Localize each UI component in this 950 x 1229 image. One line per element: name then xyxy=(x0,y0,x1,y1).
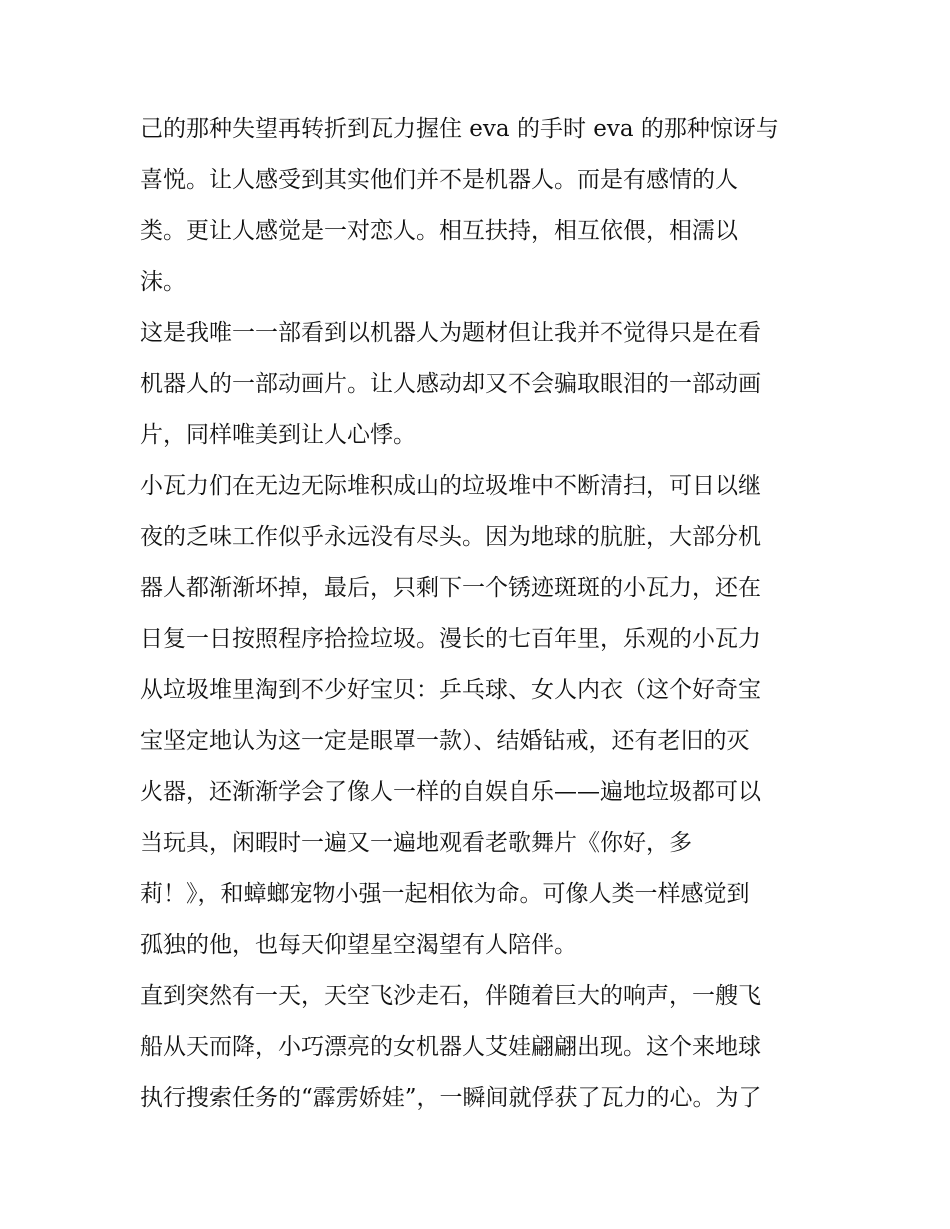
text-line: 片，同样唯美到让人心悸。 xyxy=(140,422,416,448)
text-line: 喜悦。让人感受到其实他们并不是机器人。而是有感情的人 xyxy=(140,167,738,193)
document-body xyxy=(140,104,820,1124)
text-line: 孤独的他，也每天仰望星空渴望有人陪伴。 xyxy=(140,932,577,958)
text-line: 直到突然有一天，天空飞沙走石，伴随着巨大的响声，一艘飞 xyxy=(140,983,761,1009)
text-line: 沫。 xyxy=(140,269,186,295)
text-line: 当玩具，闲暇时一遍又一遍地观看老歌舞片《你好，多 xyxy=(140,830,692,856)
text-line: 日复一日按照程序拾捡垃圾。漫长的七百年里，乐观的小瓦力 xyxy=(140,626,761,652)
text-line: 执行搜索任务的“霹雳娇娃”，一瞬间就俘获了瓦力的心。为了 xyxy=(140,1085,762,1111)
text-line: 从垃圾堆里淘到不少好宝贝：乒乓球、女人内衣（这个好奇宝 xyxy=(140,677,761,703)
text-line: 机器人的一部动画片。让人感动却又不会骗取眼泪的一部动画 xyxy=(140,371,761,397)
text-line: 器人都渐渐坏掉，最后，只剩下一个锈迹斑斑的小瓦力，还在 xyxy=(140,575,761,601)
text-line: 类。更让人感觉是一对恋人。相互扶持，相互依偎，相濡以 xyxy=(140,218,738,244)
text-line: 这是我唯一一部看到以机器人为题材但让我并不觉得只是在看 xyxy=(140,320,761,346)
text-line: 夜的乏味工作似乎永远没有尽头。因为地球的肮脏，大部分机 xyxy=(140,524,761,550)
text-line: 船从天而降，小巧漂亮的女机器人艾娃翩翩出现。这个来地球 xyxy=(140,1034,761,1060)
text-line: 己的那种失望再转折到瓦力握住 eva 的手时 eva 的那种惊讶与 xyxy=(140,116,779,142)
text-line: 莉！》，和蟑螂宠物小强一起相依为命。可像人类一样感觉到 xyxy=(140,881,750,907)
text-line: 宝坚定地认为这一定是眼罩一款）、结婚钻戒，还有老旧的灭 xyxy=(140,728,750,754)
text-line: 火器，还渐渐学会了像人一样的自娱自乐——遍地垃圾都可以 xyxy=(140,779,761,805)
text-line: 小瓦力们在无边无际堆积成山的垃圾堆中不断清扫，可日以继 xyxy=(140,473,761,499)
